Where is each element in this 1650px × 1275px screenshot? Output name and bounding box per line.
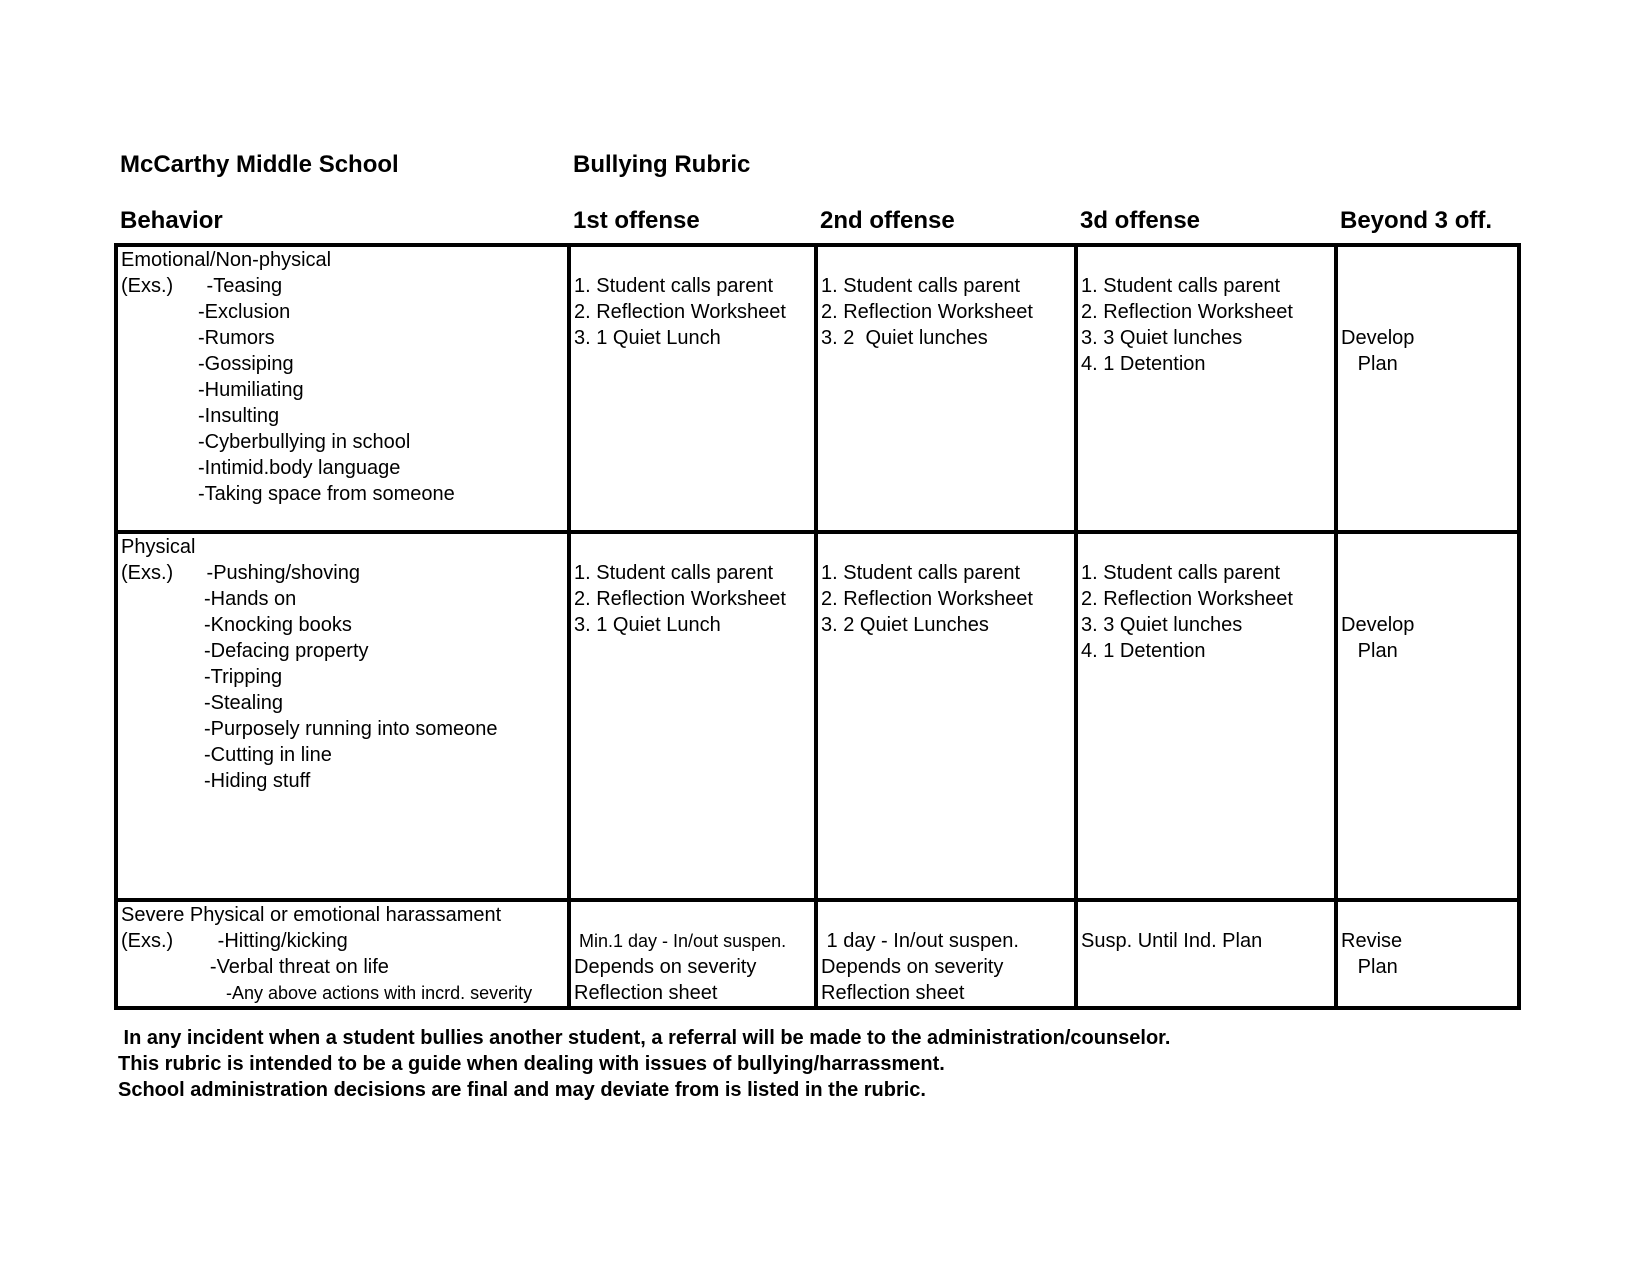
rubric-title: Bullying Rubric	[573, 151, 751, 178]
behavior-example: (Exs.) -Teasing	[121, 275, 283, 297]
third-offense-cell	[1076, 245, 1336, 532]
behavior-example: -Exclusion	[198, 301, 291, 323]
consequence: 2. Reflection Worksheet	[821, 301, 1033, 323]
consequence: 1. Student calls parent	[821, 562, 1021, 584]
behavior-cell	[116, 532, 569, 900]
column-header-second-offense: 2nd offense	[820, 207, 955, 234]
consequence: Reflection sheet	[821, 982, 965, 1004]
behavior-example: -Intimid.body language	[198, 457, 401, 479]
footer-note: School administration decisions are final and may deviate from is listed in the rubric.	[118, 1079, 926, 1101]
consequence: 1. Student calls parent	[574, 275, 774, 297]
consequence: Depends on severity	[821, 956, 1004, 978]
consequence: 3. 1 Quiet Lunch	[574, 614, 721, 636]
table-row-emotional	[116, 245, 1519, 532]
first-offense-cell	[569, 532, 816, 900]
behavior-example: -Cyberbullying in school	[198, 431, 411, 453]
consequence: 4. 1 Detention	[1081, 353, 1206, 375]
behavior-example: -Gossiping	[198, 353, 294, 375]
school-name: McCarthy Middle School	[120, 151, 399, 178]
rubric-table	[114, 243, 1521, 1010]
behavior-example: -Hiding stuff	[204, 770, 311, 792]
consequence: 3. 3 Quiet lunches	[1081, 614, 1243, 636]
consequence: 3. 2 Quiet lunches	[821, 327, 988, 349]
behavior-example: -Purposely running into someone	[204, 718, 498, 740]
consequence: 2. Reflection Worksheet	[1081, 301, 1293, 323]
consequence: Plan	[1341, 956, 1398, 978]
footer-note: This rubric is intended to be a guide when dealing with issues of bullying/harrassment.	[118, 1053, 945, 1075]
consequence: Develop	[1341, 327, 1415, 349]
consequence: 2. Reflection Worksheet	[574, 301, 786, 323]
consequence: Revise	[1341, 930, 1403, 952]
behavior-example: (Exs.) -Hitting/kicking	[121, 930, 348, 952]
behavior-example: -Taking space from someone	[198, 483, 455, 505]
table-row-physical	[116, 532, 1519, 900]
column-header-first-offense: 1st offense	[573, 207, 700, 234]
consequence: Plan	[1341, 640, 1398, 662]
consequence: Min.1 day - In/out suspen.	[574, 931, 787, 951]
consequence: 1. Student calls parent	[574, 562, 774, 584]
behavior-example: -Knocking books	[204, 614, 352, 636]
second-offense-cell	[816, 532, 1076, 900]
second-offense-cell	[816, 245, 1076, 532]
consequence: 4. 1 Detention	[1081, 640, 1206, 662]
behavior-example: -Rumors	[198, 327, 275, 349]
first-offense-cell	[569, 900, 816, 1008]
consequence: Depends on severity	[574, 956, 757, 978]
consequence: 2. Reflection Worksheet	[821, 588, 1033, 610]
consequence: 2. Reflection Worksheet	[574, 588, 786, 610]
behavior-example: -Cutting in line	[204, 744, 332, 766]
behavior-example: -Tripping	[204, 666, 283, 688]
first-offense-cell	[569, 245, 816, 532]
behavior-example: -Verbal threat on life	[121, 956, 389, 978]
behavior-example: -Any above actions with incrd. severity	[121, 983, 533, 1003]
consequence: 3. 3 Quiet lunches	[1081, 327, 1243, 349]
consequence: Susp. Until Ind. Plan	[1081, 930, 1263, 952]
column-headers	[0, 206, 1650, 236]
consequence: 2. Reflection Worksheet	[1081, 588, 1293, 610]
consequence: 1. Student calls parent	[1081, 275, 1281, 297]
behavior-cell	[116, 245, 569, 532]
footer-notes	[118, 1025, 1170, 1103]
behavior-example: -Stealing	[204, 692, 283, 714]
table-row-severe	[116, 900, 1519, 1008]
consequence: 1. Student calls parent	[821, 275, 1021, 297]
behavior-example: -Hands on	[204, 588, 297, 610]
behavior-category: Emotional/Non-physical	[121, 249, 332, 271]
behavior-cell	[116, 900, 569, 1008]
consequence: 1. Student calls parent	[1081, 562, 1281, 584]
column-header-beyond-three: Beyond 3 off.	[1340, 207, 1493, 234]
consequence: Plan	[1341, 353, 1398, 375]
consequence: 3. 2 Quiet Lunches	[821, 614, 989, 636]
consequence: 3. 1 Quiet Lunch	[574, 327, 721, 349]
beyond-offense-cell	[1336, 900, 1519, 1008]
third-offense-cell	[1076, 532, 1336, 900]
behavior-category: Severe Physical or emotional harassament	[121, 904, 502, 926]
beyond-offense-cell	[1336, 532, 1519, 900]
behavior-example: -Insulting	[198, 405, 280, 427]
consequence: Reflection sheet	[574, 982, 718, 1004]
column-header-third-offense: 3d offense	[1080, 207, 1201, 234]
column-header-behavior: Behavior	[120, 207, 223, 234]
second-offense-cell	[816, 900, 1076, 1008]
consequence: 1 day - In/out suspen.	[821, 930, 1019, 952]
behavior-category: Physical	[121, 536, 196, 558]
behavior-example: -Humiliating	[198, 379, 304, 401]
consequence: Develop	[1341, 614, 1415, 636]
footer-note: In any incident when a student bullies another student, a referral will be made to the administration/counselor.	[118, 1027, 1171, 1049]
behavior-example: (Exs.) -Pushing/shoving	[121, 562, 360, 584]
third-offense-cell	[1076, 900, 1336, 1008]
beyond-offense-cell	[1336, 245, 1519, 532]
behavior-example: -Defacing property	[204, 640, 369, 662]
